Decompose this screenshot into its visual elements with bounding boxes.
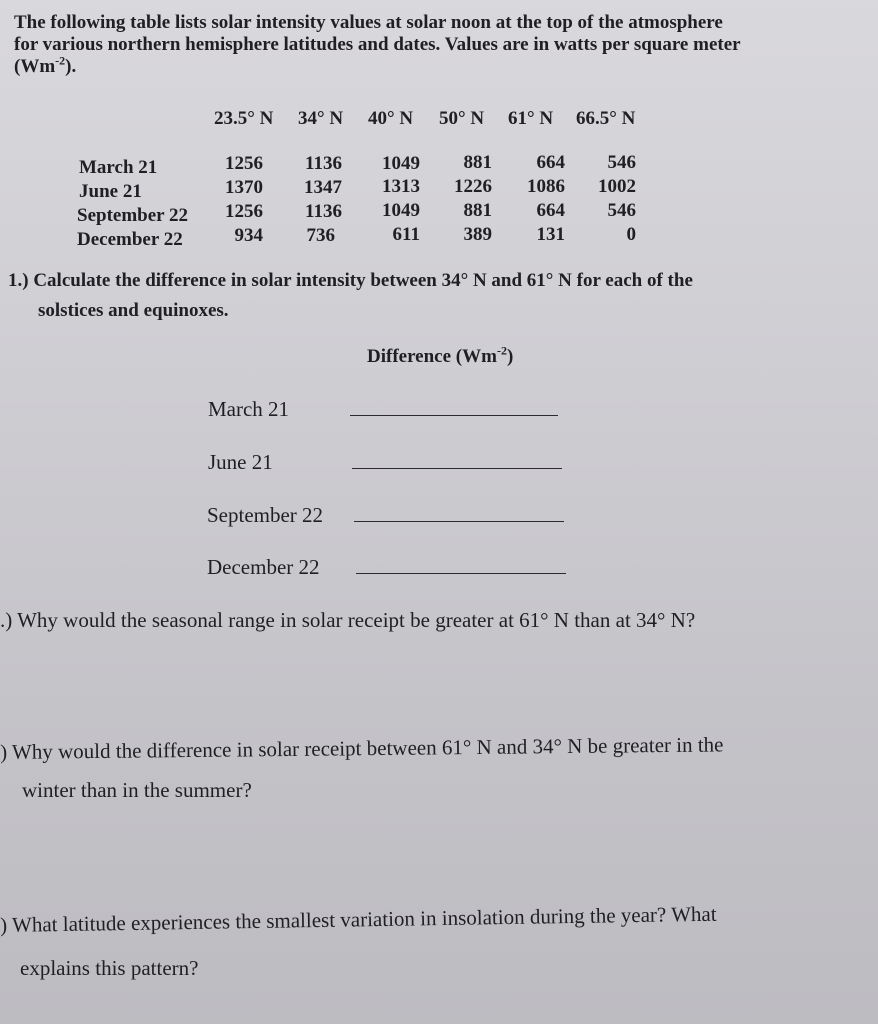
answer-label-june-21: June 21: [208, 450, 273, 474]
intro-line-1: The following table lists solar intensity values at solar noon at the top of the atmosphere: [14, 12, 723, 33]
question-4-line-1: ) What latitude experiences the smallest variation in insolation during the year? What: [0, 901, 717, 937]
question-4-line-2: explains this pattern?: [20, 956, 199, 980]
question-1-line-1: 1.) Calculate the difference in solar intensity between 34° N and 61° N for each of the: [8, 270, 693, 291]
table-cell: 611: [392, 224, 420, 245]
table-cell: 1347: [304, 177, 342, 198]
intro-line-3: $(Wm^{-2})$.: [14, 53, 77, 77]
table-cell: 131: [536, 224, 565, 245]
intro-paragraph: [14, 12, 741, 78]
answer-blank-december-22[interactable]: [356, 573, 566, 574]
table-cell: 664: [536, 200, 565, 221]
header-23-5n: 23.5° N: [214, 108, 274, 129]
header-66-5n: 66.5° N: [576, 108, 636, 129]
table-cell: 546: [607, 152, 636, 173]
row-label-december-22: December 22: [77, 229, 183, 250]
table-cell: 1256: [225, 201, 263, 222]
table-cell: 1226: [454, 176, 492, 197]
question-3-line-1: ) Why would the difference in solar receipt between 61° N and 34° N be greater in the: [0, 732, 724, 764]
table-cell: 1049: [382, 153, 420, 174]
table-cell: 1002: [598, 176, 636, 197]
table-cell: 1256: [225, 153, 263, 174]
question-2: .) Why would the seasonal range in solar receipt be greater at 61° N than at 34° N?: [0, 608, 696, 632]
answer-label-december-22: December 22: [207, 555, 320, 579]
table-cell: 881: [463, 152, 492, 173]
table-cell: 546: [607, 200, 636, 221]
header-50n: 50° N: [439, 108, 485, 129]
answer-label-march-21: March 21: [208, 397, 290, 421]
table-cell: 736: [306, 225, 335, 246]
table-cell: 0: [626, 224, 636, 245]
table-cell: 1136: [305, 153, 342, 174]
table-cell: 881: [463, 200, 492, 221]
header-34n: 34° N: [298, 108, 344, 129]
table-cell: 664: [536, 152, 565, 173]
table-cell: 1313: [382, 176, 420, 197]
header-40n: 40° N: [368, 108, 414, 129]
answer-blank-september-22[interactable]: [354, 521, 564, 522]
difference-column-label: Difference $(Wm^{-2})$: [367, 343, 514, 367]
intro-line-2: for various northern hemisphere latitudes and dates. Values are in watts per square meter: [14, 34, 741, 55]
answer-label-september-22: September 22: [207, 503, 324, 527]
row-label-september-22: September 22: [77, 205, 188, 226]
answer-blank-june-21[interactable]: [352, 468, 562, 469]
table-cell: 1086: [527, 176, 565, 197]
table-cell: 1370: [225, 177, 263, 198]
row-label-march-21: March 21: [79, 157, 158, 178]
answer-blank-march-21[interactable]: [350, 415, 558, 416]
question-3-line-2: winter than in the summer?: [22, 778, 252, 802]
table-cell: 1136: [305, 201, 342, 222]
table-cell: 934: [234, 225, 263, 246]
header-61n: 61° N: [508, 108, 554, 129]
row-label-june-21: June 21: [79, 181, 142, 202]
question-1-line-2: solstices and equinoxes.: [38, 300, 229, 321]
table-cell: 389: [463, 224, 492, 245]
table-cell: 1049: [382, 200, 420, 221]
